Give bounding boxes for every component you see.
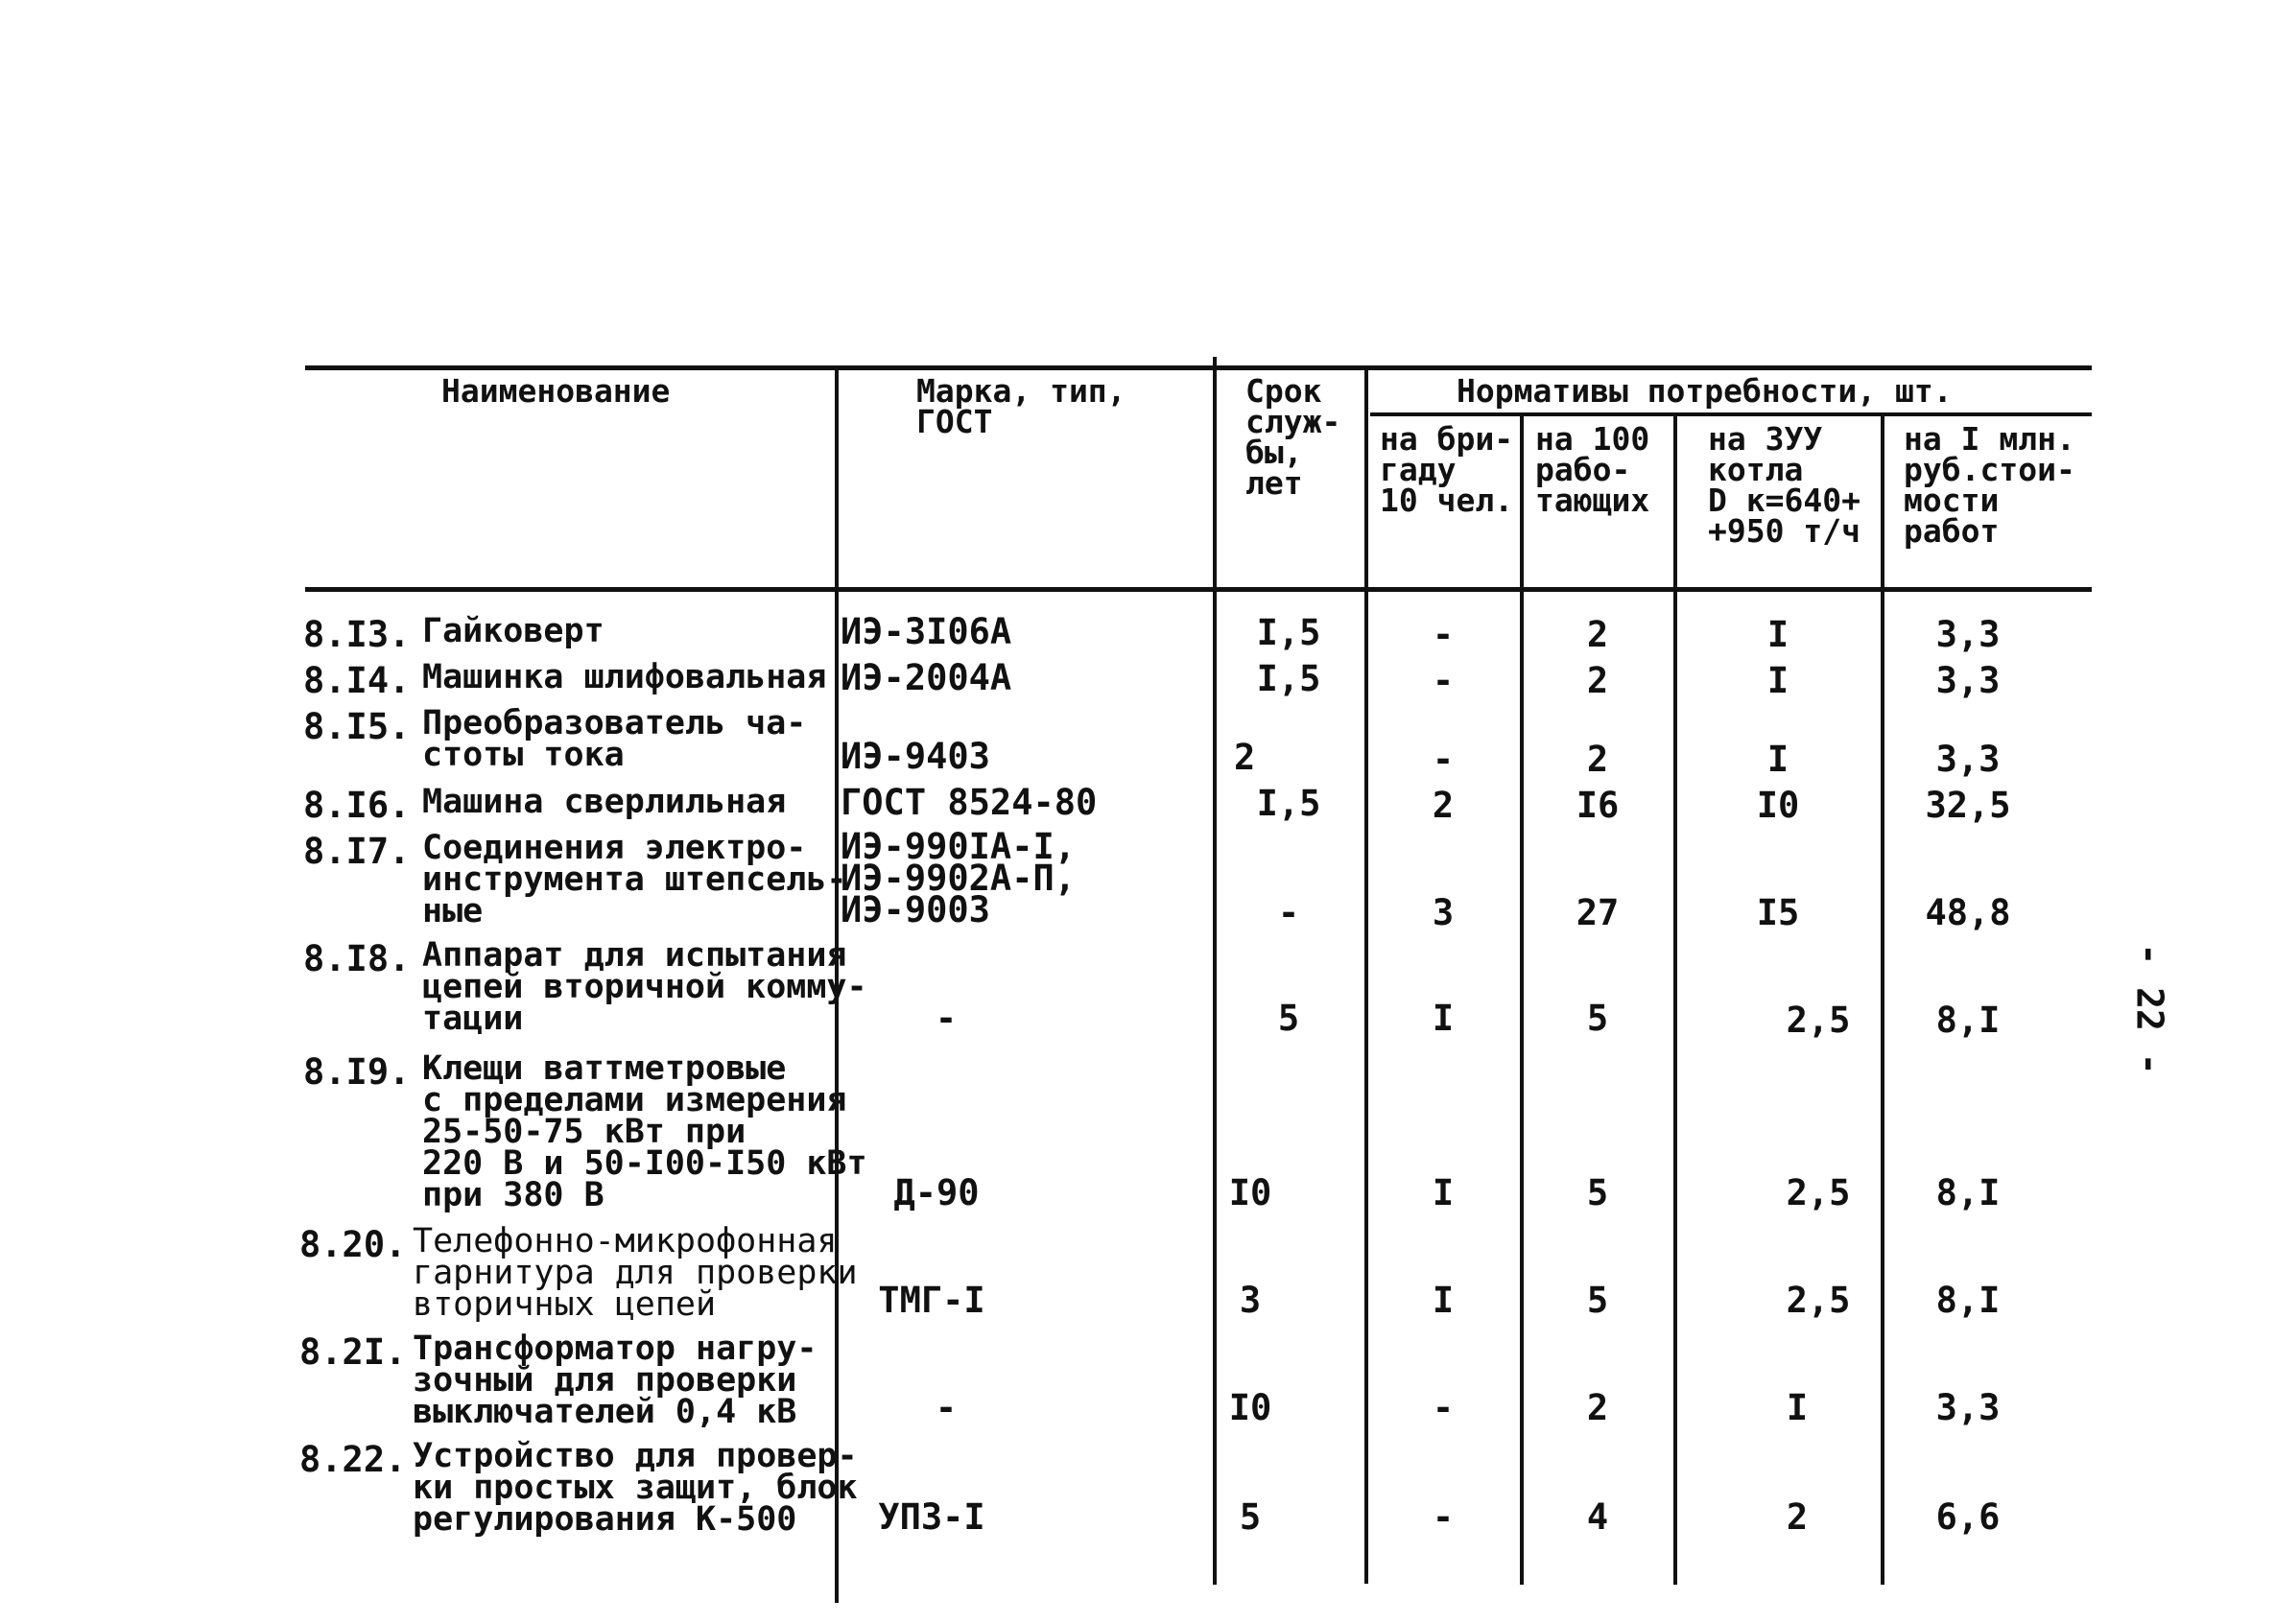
header-brigade: на бри- гаду 10 чел. [1380, 420, 1514, 519]
row-brigade: I [1432, 998, 1455, 1039]
row-number: 8.I6. [303, 785, 411, 826]
row-per-mln: 3,3 [1935, 660, 2001, 701]
header-service: Срок служ- бы, лет [1245, 372, 1341, 502]
row-mark: Д-90 [893, 1172, 980, 1213]
row-per-mln: 3,3 [1935, 739, 2001, 780]
row-number: 8.I4. [303, 660, 411, 701]
row-number: 8.I9. [303, 1051, 411, 1093]
row-name: Трансформатор нагру- зочный для проверки выключателей 0,4 кВ [413, 1330, 818, 1431]
row-zuu: 2,5 [1786, 1000, 1851, 1041]
row-per-mln: 8,I [1935, 1172, 2001, 1213]
norms-underline [1370, 412, 2092, 416]
row-service: 3 [1239, 1280, 1262, 1321]
row-zuu: I [1766, 614, 1789, 655]
row-brigade: - [1432, 614, 1455, 655]
row-brigade: I [1432, 1172, 1455, 1213]
row-number: 8.20. [299, 1224, 407, 1265]
row-number: 8.22. [299, 1439, 407, 1480]
row-name: Аппарат для испытания цепей вторичной комму- тации [422, 936, 867, 1038]
row-per100: 2 [1586, 614, 1609, 655]
row-per-mln: 3,3 [1935, 1387, 2001, 1428]
header-zuu: на ЗУУ котла D к=640+ +950 т/ч [1708, 420, 1860, 550]
row-per-mln: 48,8 [1925, 892, 2011, 933]
row-brigade: - [1432, 1496, 1455, 1538]
row-per-mln: 6,6 [1935, 1496, 2001, 1538]
page-number: - 22 - [2128, 943, 2171, 1075]
table-top-rule [305, 365, 2092, 370]
row-name: Устройство для провер- ки простых защит, блок регулирования К-500 [413, 1437, 858, 1539]
row-name: Гайковерт [422, 612, 604, 650]
header-mark: Марка, тип, ГОСТ [916, 372, 1126, 440]
header-per-mln: на I млн. руб.стои- мости работ [1904, 420, 2075, 550]
row-zuu: 2,5 [1786, 1280, 1851, 1321]
row-service: I0 [1228, 1387, 1272, 1428]
row-service: I,5 [1256, 783, 1321, 824]
row-name: Машинка шлифовальная [422, 658, 827, 696]
row-service: 5 [1277, 998, 1300, 1039]
row-brigade: - [1432, 739, 1455, 780]
row-number: 8.2I. [299, 1331, 407, 1373]
row-brigade: I [1432, 1280, 1455, 1321]
row-name: Телефонно-микрофонная гарнитура для проверки вторичных цепей [413, 1222, 858, 1324]
header-per100: на 100 рабо- тающих [1535, 420, 1650, 519]
row-mark: - [935, 1387, 958, 1428]
row-per100: 4 [1586, 1496, 1609, 1538]
row-zuu: I0 [1756, 785, 1800, 826]
row-zuu: I [1766, 739, 1789, 780]
header-norms: Нормативы потребности, шт. [1457, 372, 1953, 410]
header-bottom-rule [305, 587, 2092, 592]
row-service: I,5 [1256, 612, 1321, 653]
row-brigade: - [1432, 1387, 1455, 1428]
row-mark: ИЭ-3I06А [841, 611, 1012, 652]
row-mark: ГОСТ 8524-80 [841, 782, 1098, 823]
row-service: 5 [1239, 1496, 1262, 1538]
row-mark: УПЗ-I [878, 1496, 985, 1538]
row-number: 8.I7. [303, 831, 411, 872]
row-per100: 5 [1586, 998, 1609, 1039]
row-mark: ИЭ-9403 [841, 736, 990, 777]
row-name: Преобразователь ча- стоты тока [422, 704, 807, 774]
row-service: 2 [1234, 737, 1256, 778]
row-per100: 5 [1586, 1172, 1609, 1213]
col-divider-per100 [1673, 414, 1677, 1585]
row-zuu: I [1786, 1387, 1809, 1428]
row-mark: ИЭ-2004А [841, 657, 1012, 698]
row-number: 8.I5. [303, 706, 411, 747]
row-zuu: I [1766, 660, 1789, 701]
row-mark: - [935, 998, 958, 1039]
row-per100: 5 [1586, 1280, 1609, 1321]
row-brigade: 3 [1432, 892, 1455, 933]
row-brigade: 2 [1432, 785, 1455, 826]
row-per100: 2 [1586, 1387, 1609, 1428]
row-number: 8.I8. [303, 938, 411, 979]
row-service: I,5 [1256, 658, 1321, 699]
row-zuu: I5 [1756, 892, 1800, 933]
row-per-mln: 8,I [1935, 1280, 2001, 1321]
row-service: I0 [1228, 1172, 1272, 1213]
row-per100: 27 [1576, 892, 1620, 933]
row-service: - [1277, 892, 1300, 933]
row-per-mln: 32,5 [1925, 785, 2011, 826]
row-per-mln: 8,I [1935, 1000, 2001, 1041]
row-per100: I6 [1576, 785, 1620, 826]
row-name: Машина сверлильная [422, 783, 787, 821]
row-per100: 2 [1586, 660, 1609, 701]
row-zuu: 2,5 [1786, 1172, 1851, 1213]
row-brigade: - [1432, 660, 1455, 701]
row-mark: ТМГ-I [878, 1280, 985, 1321]
header-name: Наименование [441, 372, 671, 410]
row-per-mln: 3,3 [1935, 614, 2001, 655]
row-mark: ИЭ-990IА-I, ИЭ-9902А-П, ИЭ-9003 [841, 826, 1077, 930]
row-name: Соединения электро- инструмента штепсель- ные [422, 829, 847, 930]
row-name: Клещи ваттметровые с пределами измерения 25-50-75 кВт при 220 В и 50-I00-I50 кВт при 380 В [422, 1049, 867, 1214]
row-per100: 2 [1586, 739, 1609, 780]
row-number: 8.I3. [303, 614, 411, 655]
row-zuu: 2 [1786, 1496, 1809, 1538]
